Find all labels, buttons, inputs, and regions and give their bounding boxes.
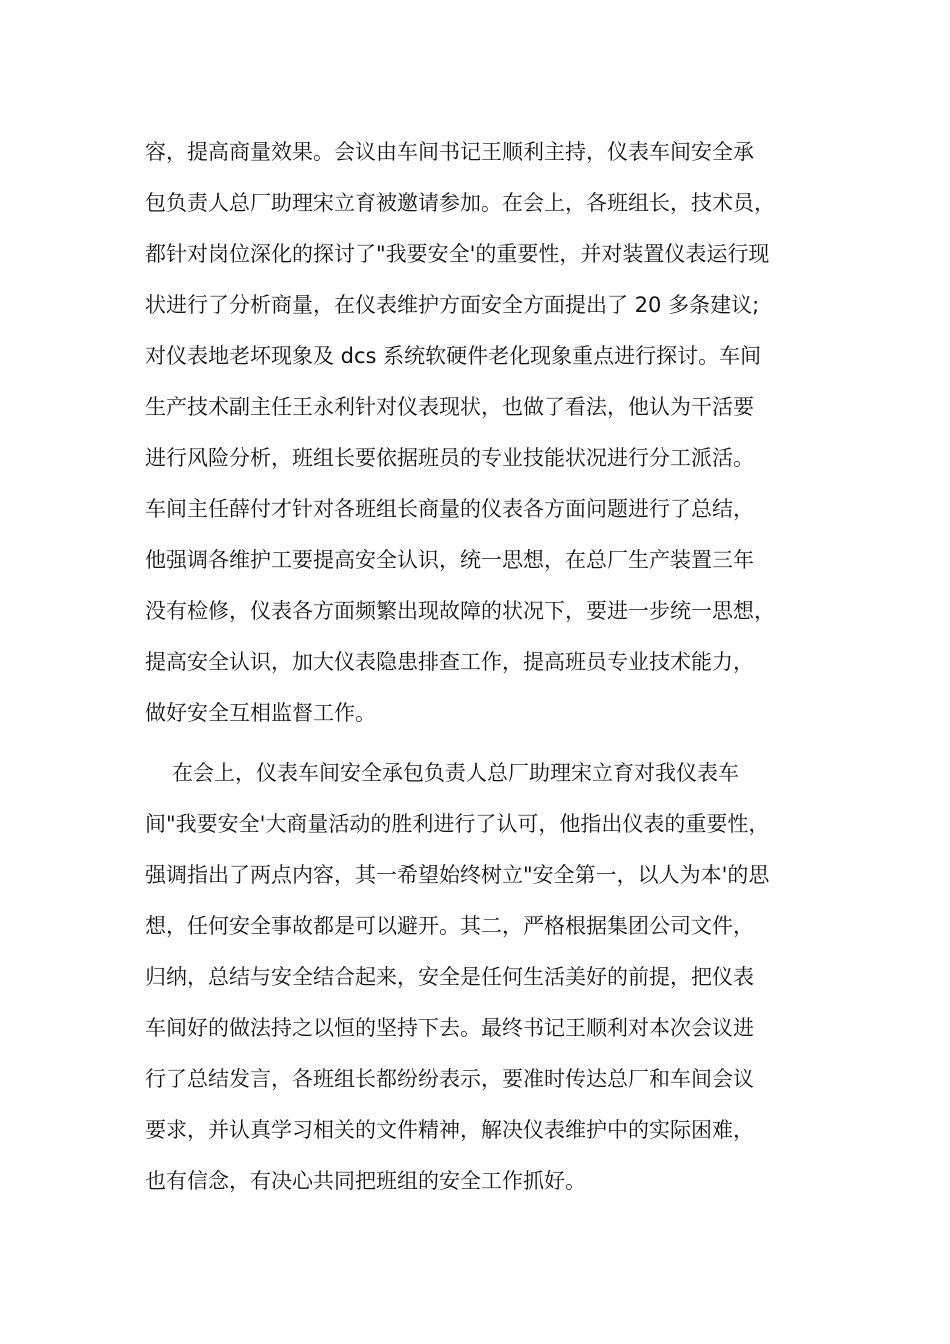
text-line: 生产技术副主任王永利针对仪表现状，也做了看法，他认为干活要 <box>145 395 754 419</box>
text-line: 车间好的做法持之以恒的坚持下去。最终书记王顺利对本次会议进 <box>145 1016 754 1040</box>
document-body <box>145 127 845 1207</box>
text-line: 间"我要安全'大商量活动的胜利进行了认可，他指出仪表的重要性， <box>145 812 770 836</box>
paragraph-2 <box>145 748 845 1207</box>
text-line: 要求，并认真学习相关的文件精神，解决仪表维护中的实际困难， <box>145 1118 754 1142</box>
text-line: 在会上，仪表车间安全承包负责人总厂助理宋立育对我仪表车 <box>172 761 739 785</box>
text-line: 归纳，总结与安全结合起来，安全是任何生活美好的前提，把仪表 <box>145 965 754 989</box>
text-line: 进行风险分析，班组长要依据班员的专业技能状况进行分工派活。 <box>145 446 754 470</box>
text-line: 强调指出了两点内容，其一希望始终树立"安全第一，以人为本'的思 <box>145 863 770 887</box>
text-line: 状进行了分析商量，在仪表维护方面安全方面提出了 20 多条建议; <box>145 293 760 317</box>
text-line: 提高安全认识，加大仪表隐患排查工作，提高班员专业技术能力， <box>145 650 754 674</box>
text-line: 车间主任薛付才针对各班组长商量的仪表各方面问题进行了总结， <box>145 497 754 521</box>
text-line: 他强调各维护工要提高安全认识，统一思想，在总厂生产装置三年 <box>145 548 754 572</box>
text-line: 做好安全互相监督工作。 <box>145 701 376 725</box>
text-line: 对仪表地老坏现象及 dcs 系统软硬件老化现象重点进行探讨。车间 <box>145 344 762 368</box>
text-line: 没有检修，仪表各方面频繁出现故障的状况下，要进一步统一思想， <box>145 599 775 623</box>
text-line: 想，任何安全事故都是可以避开。其二，严格根据集团公司文件， <box>145 914 754 938</box>
text-line: 也有信念，有决心共同把班组的安全工作抓好。 <box>145 1169 586 1193</box>
paragraph-1 <box>145 127 845 739</box>
text-line: 容，提高商量效果。会议由车间书记王顺利主持，仪表车间安全承 <box>145 140 754 164</box>
text-line: 都针对岗位深化的探讨了"我要安全'的重要性，并对装置仪表运行现 <box>145 242 770 266</box>
text-line: 包负责人总厂助理宋立育被邀请参加。在会上，各班组长，技术员， <box>145 191 775 215</box>
text-line: 行了总结发言，各班组长都纷纷表示，要准时传达总厂和车间会议 <box>145 1067 754 1091</box>
